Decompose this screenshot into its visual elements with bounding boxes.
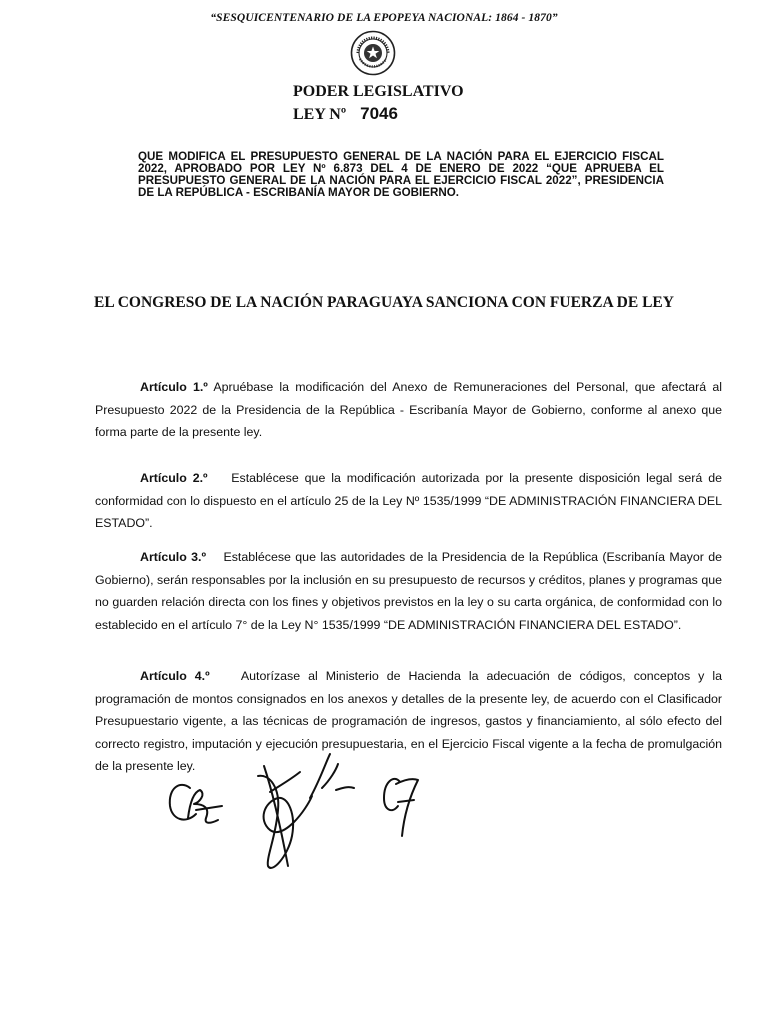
motto: “SESQUICENTENARIO DE LA EPOPEYA NACIONAL: 1864 - 1870”: [210, 12, 558, 24]
article-label: Artículo 1.º: [140, 380, 208, 394]
law-label: LEY Nº: [293, 106, 347, 123]
law-number: 7046: [360, 104, 398, 123]
national-seal-icon: [350, 30, 396, 76]
handwritten-signatures: [160, 740, 460, 890]
enacting-clause: EL CONGRESO DE LA NACIÓN PARAGUAYA SANCIONA CON FUERZA DE LEY: [94, 294, 674, 311]
article-text: Establécese que las autoridades de la Presidencia de la República (Escribanía Mayor de Gobierno), serán responsables por la inclusión en su presupuesto de recursos y créditos, planes y programas que no guarden relación directa con los fines y objetivos previstos en la ley o su carta orgánica, de conformidad con lo establecido en el artículo 7° de la Ley N° 1535/1999 “DE ADMINISTRACIÓN FINANCIERA DEL ESTADO”.: [95, 550, 722, 632]
article-label: Artículo 3.º: [140, 550, 207, 564]
law-number-line: [293, 104, 398, 124]
article-label: Artículo 2.º: [140, 471, 208, 485]
article-1: [95, 376, 722, 444]
article-text: Establécese que la modificación autorizada por la presente disposición legal será de conformidad con lo dispuesto en el artículo 25 de la Ley Nº 1535/1999 “DE ADMINISTRACIÓN FINANCIERA DEL ESTADO”.: [95, 471, 722, 530]
law-title: QUE MODIFICA EL PRESUPUESTO GENERAL DE LA NACIÓN PARA EL EJERCICIO FISCAL 2022, APROBADO POR LEY Nº 6.873 DEL 4 DE ENERO DE 2022 “QUE APRUEBA EL PRESUPUESTO GENERAL DE LA NACIÓN PARA EL EJERCICIO FISCAL 2022”, PRESIDENCIA DE LA REPÚBLICA - ESCRIBANÍA MAYOR DE GOBIERNO.: [138, 150, 664, 199]
article-label: Artículo 4.º: [140, 669, 210, 683]
article-3: [95, 546, 722, 636]
legislative-branch-title: PODER LEGISLATIVO: [293, 83, 464, 100]
article-2: [95, 467, 722, 535]
article-text: Autorízase al Ministerio de Hacienda la adecuación de códigos, conceptos y la programación de montos consignados en los anexos y detalles de la presente ley, de acuerdo con el Clasificador Presupuestario vigente, a las técnicas de programación de ingresos, gastos y financiamiento, al sólo efecto del correcto registro, imputación y ejecución presupuestaria, en el Ejercicio Fiscal vigente a la fecha de promulgación de la presente ley.: [95, 669, 722, 773]
article-text: Apruébase la modificación del Anexo de Remuneraciones del Personal, que afectará al Presupuesto 2022 de la Presidencia de la República - Escribanía Mayor de Gobierno, conforme al anexo que forma parte de la presente ley.: [95, 380, 722, 439]
